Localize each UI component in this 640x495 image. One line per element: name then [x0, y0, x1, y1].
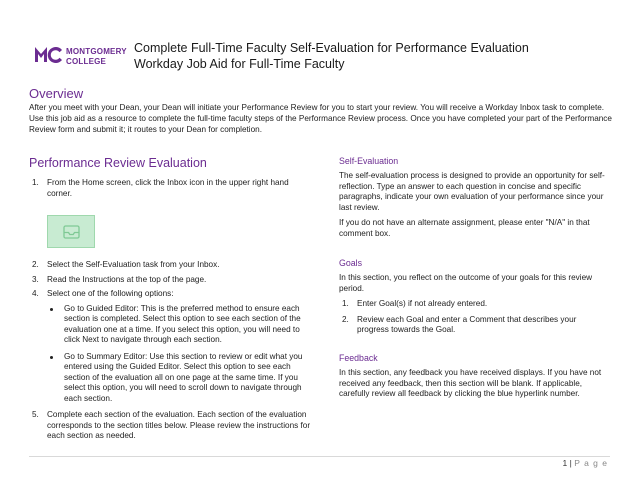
- inbox-icon-screenshot: [47, 215, 95, 248]
- steps-column: [29, 178, 311, 199]
- step-number: 4.: [32, 289, 39, 298]
- goals-item-1: [339, 299, 607, 310]
- step-5: [29, 410, 311, 442]
- option-text: Go to Summary Editor: Use this section to review or edit what you entered using the Guided Editor. Select this option to see each section of the evaluation all on one page at the same time. If you select this option, you will need to scroll down to navigate through each section.: [64, 351, 303, 403]
- footer-divider: [29, 456, 610, 457]
- item-text: Review each Goal and enter a Comment that describes your progress towards the Goal.: [357, 314, 577, 334]
- document-header: [34, 40, 634, 74]
- list-item: [29, 352, 311, 405]
- goals-text: In this section, you reflect on the outcome of your goals for this review period.: [339, 273, 593, 293]
- feedback-heading: Feedback: [339, 353, 378, 363]
- step-number: 5.: [32, 410, 39, 419]
- steps-column-continued: [29, 260, 311, 442]
- goals-item-2: [339, 315, 607, 336]
- logo-text-line1: MONTGOMERY: [66, 47, 127, 56]
- overview-text: After you meet with your Dean, your Dean will initiate your Performance Review for you to start your review. You will receive a Workday Inbox task to complete. Use this job aid as a resource to complete the full-time faculty steps of the Performance Review process. Once you have completed your part of the Performance Review form and submit it; it routes to your Dean for completion.: [29, 103, 612, 134]
- document-subtitle: Workday Job Aid for Full-Time Faculty: [134, 57, 345, 71]
- goals-section: [339, 273, 607, 336]
- self-evaluation-section: [339, 171, 607, 239]
- step-text: From the Home screen, click the Inbox icon in the upper right hand corner.: [47, 178, 289, 198]
- step-4: [29, 289, 311, 300]
- step-3: [29, 275, 311, 286]
- mc-logo-mark-icon: [34, 44, 64, 64]
- step-number: 2.: [32, 260, 39, 269]
- page-label: P a g e: [574, 458, 608, 468]
- performance-review-heading: Performance Review Evaluation: [29, 156, 207, 170]
- step-number: 1.: [32, 178, 39, 187]
- self-evaluation-text-2: If you do not have an alternate assignment, please enter "N/A" in that comment box.: [339, 218, 590, 238]
- inbox-icon: [63, 225, 80, 239]
- college-logo: [34, 43, 127, 71]
- step-1: [29, 178, 311, 199]
- item-text: Enter Goal(s) if not already entered.: [357, 299, 488, 308]
- step-text: Select one of the following options:: [47, 289, 174, 298]
- logo-text-line2: COLLEGE: [66, 57, 107, 66]
- item-number: 1.: [342, 299, 349, 308]
- step-text: Complete each section of the evaluation. Each section of the evaluation corresponds to the section titles below. Please review the instructions for each section as needed.: [47, 410, 311, 440]
- feedback-section: [339, 368, 607, 400]
- page-footer: [563, 458, 609, 468]
- step-text: Select the Self-Evaluation task from your Inbox.: [47, 260, 220, 269]
- item-number: 2.: [342, 314, 349, 324]
- self-evaluation-heading: Self-Evaluation: [339, 156, 399, 166]
- editor-options-list: [29, 304, 311, 405]
- self-evaluation-text-1: The self-evaluation process is designed to provide an opportunity for self-reflection. Type an answer to each question in concise and specific paragraphs, indicate your own evaluation of your performance since your last review.: [339, 171, 605, 212]
- bullet-icon: [50, 356, 53, 359]
- step-2: [29, 260, 311, 271]
- goals-heading: Goals: [339, 258, 362, 268]
- step-text: Read the Instructions at the top of the page.: [47, 274, 207, 284]
- feedback-text: In this section, any feedback you have received displays. If you have not received any feedback, then this section will be blank. If applicable, carefully review all feedback by clicking the blue hyperlink number.: [339, 368, 602, 398]
- bullet-icon: [50, 308, 53, 311]
- page-number: 1: [562, 458, 568, 468]
- step-number: 3.: [32, 274, 39, 284]
- option-text: Go to Guided Editor: This is the preferred method to ensure each section is completed. Select this option to see each section of the evaluation one at a time. If you select this option, you will need to click Next to navigate through each section.: [64, 303, 301, 344]
- list-item: [29, 304, 311, 346]
- document-title: Complete Full-Time Faculty Self-Evaluation for Performance Evaluation: [134, 41, 529, 55]
- overview-heading: Overview: [29, 86, 84, 101]
- page-separator: |: [569, 458, 572, 468]
